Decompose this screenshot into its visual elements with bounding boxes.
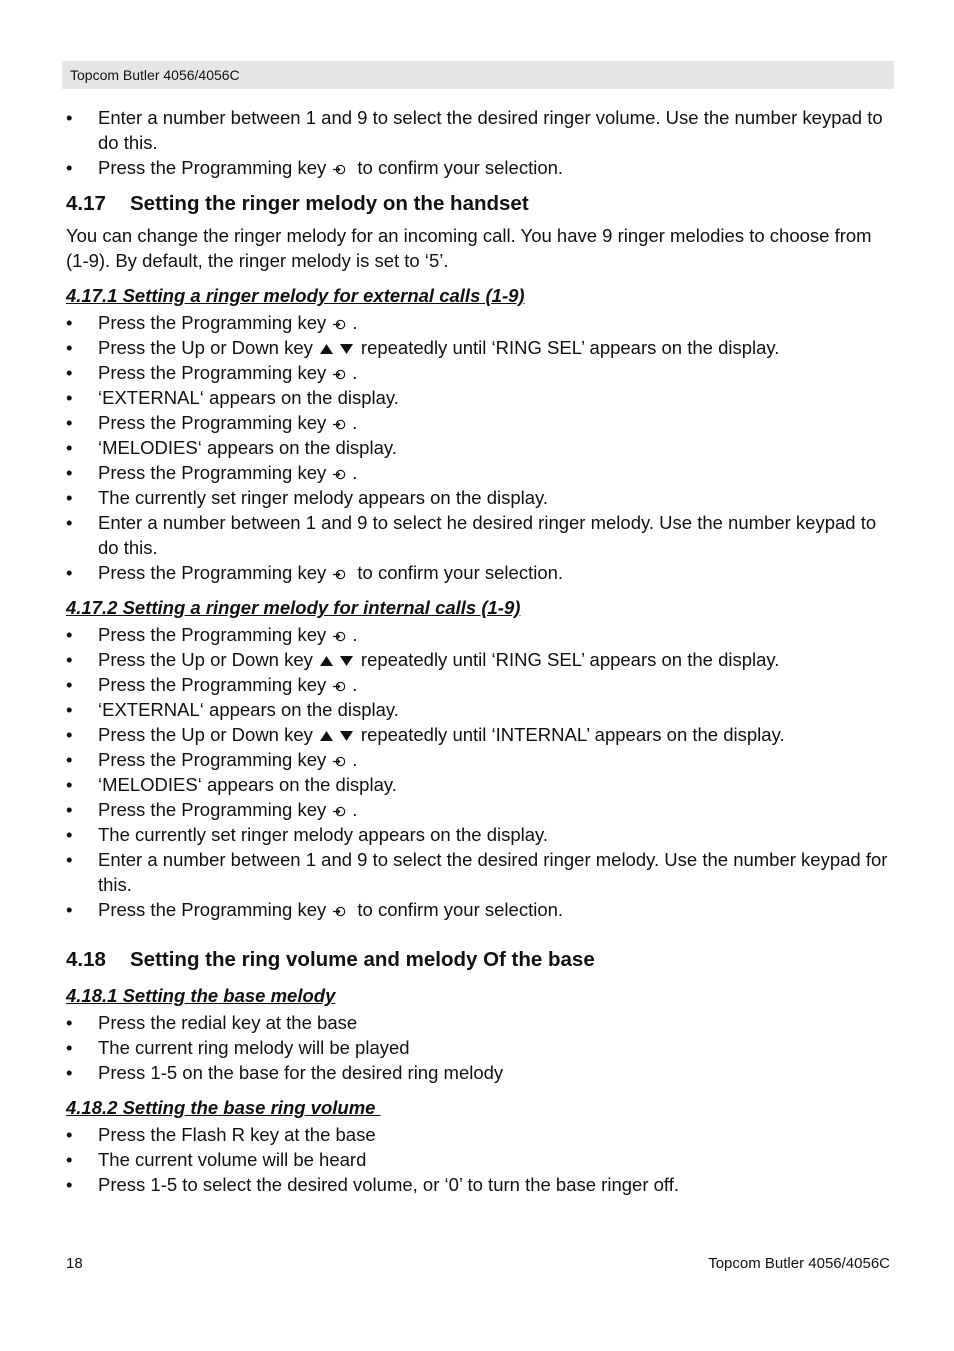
section-heading-4-18: 4.18 Setting the ring volume and melody Of the base [66, 948, 595, 971]
header-title: Topcom Butler 4056/4056C [70, 67, 240, 83]
list-item: • The current volume will be heard [66, 1149, 367, 1170]
list-item: • Press the Programming key . [66, 799, 358, 820]
list-item: • ‘EXTERNAL‘ appears on the display. [66, 387, 399, 408]
list-item: • Press the Programming key to confirm your selection. [66, 899, 564, 920]
list-item: • Enter a number between 1 and 9 to select the desired ringer volume. Use the number keypad to do this. [66, 107, 883, 153]
list-item: • Press the Programming key . [66, 462, 358, 483]
programming-key-icon [332, 412, 348, 426]
list-item: • Press the Programming key to confirm your selection. [66, 157, 564, 178]
programming-key-icon [332, 157, 348, 171]
programming-key-icon [332, 624, 348, 638]
programming-key-icon [332, 362, 348, 376]
programming-key-icon [332, 462, 348, 476]
list-item: • Enter a number between 1 and 9 to select the desired ringer melody. Use the number keypad for this. [66, 849, 888, 895]
list-item: • Press the Programming key . [66, 624, 358, 645]
list-item: • Enter a number between 1 and 9 to select he desired ringer melody. Use the number keypad to do this. [66, 512, 877, 558]
list-item: • Press the Programming key to confirm your selection. [66, 562, 564, 583]
list-item: • Press the Programming key . [66, 674, 358, 695]
steps-list-base-volume [66, 1122, 894, 1197]
subsection-heading-4-17-1: 4.17.1 Setting a ringer melody for external calls (1-9) [66, 285, 525, 306]
list-item: • ‘MELODIES‘ appears on the display. [66, 774, 397, 795]
intro-list [66, 105, 894, 180]
programming-key-icon [332, 749, 348, 763]
up-down-arrows-icon [319, 648, 355, 660]
steps-list-base-melody [66, 1010, 894, 1085]
list-item: • Press the Programming key . [66, 312, 358, 333]
list-item: • Press the Programming key . [66, 412, 358, 433]
programming-key-icon [332, 899, 348, 913]
list-item: • ‘EXTERNAL‘ appears on the display. [66, 699, 399, 720]
list-item: • The currently set ringer melody appears on the display. [66, 487, 549, 508]
list-item: • Press the Up or Down key repeatedly until ‘RING SEL’ appears on the display. [66, 337, 780, 358]
section-paragraph: You can change the ringer melody for an incoming call. You have 9 ringer melodies to choose from (1-9). By default, the ringer melody is set to ‘5’. [66, 225, 872, 271]
list-item: • The currently set ringer melody appears on the display. [66, 824, 549, 845]
list-item: • Press 1-5 to select the desired volume, or ‘0’ to turn the base ringer off. [66, 1174, 679, 1195]
running-header [62, 61, 894, 89]
list-item: • The current ring melody will be played [66, 1037, 410, 1058]
programming-key-icon [332, 312, 348, 326]
list-item: • Press the redial key at the base [66, 1012, 358, 1033]
subsection-heading-4-17-2: 4.17.2 Setting a ringer melody for internal calls (1-9) [66, 597, 521, 618]
list-item: • Press the Programming key . [66, 362, 358, 383]
steps-list-external [66, 310, 894, 585]
list-item: • ‘MELODIES‘ appears on the display. [66, 437, 397, 458]
subsection-heading-4-18-1: 4.18.1 Setting the base melody [66, 985, 336, 1006]
list-item: • Press the Flash R key at the base [66, 1124, 376, 1145]
page-number: 18 [66, 1255, 83, 1272]
list-item: • Press the Up or Down key repeatedly until ‘INTERNAL’ appears on the display. [66, 724, 785, 745]
programming-key-icon [332, 799, 348, 813]
page-content [66, 105, 894, 1197]
list-item: • Press the Programming key . [66, 749, 358, 770]
list-item: • Press 1-5 on the base for the desired ring melody [66, 1062, 504, 1083]
footer-title: Topcom Butler 4056/4056C [708, 1255, 890, 1272]
subsection-heading-4-18-2: 4.18.2 Setting the base ring volume [66, 1097, 381, 1118]
programming-key-icon [332, 674, 348, 688]
up-down-arrows-icon [319, 336, 355, 348]
list-item: • Press the Up or Down key repeatedly until ‘RING SEL’ appears on the display. [66, 649, 780, 670]
steps-list-internal [66, 622, 894, 922]
programming-key-icon [332, 562, 348, 576]
up-down-arrows-icon [319, 723, 355, 735]
section-heading-4-17: 4.17 Setting the ringer melody on the handset [66, 192, 529, 215]
